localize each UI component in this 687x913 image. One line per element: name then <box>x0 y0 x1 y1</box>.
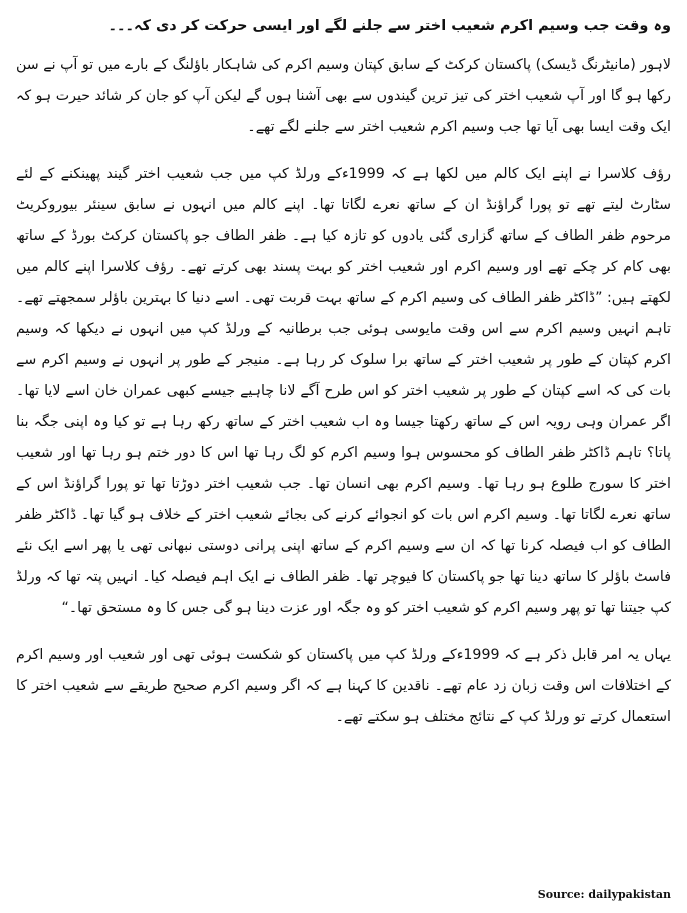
paragraph-intro: لاہور (مانیٹرنگ ڈیسک) پاکستان کرکٹ کے سابق کپتان وسیم اکرم کی شاہکار باﺅلنگ کے بارے میں تو آپ نے سن رکھا ہو گا اور آپ شعیب اختر کی تیز ترین گیندوں سے بھی آشنا ہوں گے لیکن آپ کو جان کر شائد حیرت ہو کہ ایک وقت ایسا بھی آیا تھا جب وسیم اکرم شعیب اختر سے جلنے لگے تھے۔ <box>16 57 671 135</box>
paragraph-column-quote: رﺅف کلاسرا نے اپنے ایک کالم میں لکھا ہے کہ 1999ءکے ورلڈ کپ میں جب شعیب اختر گیند پھینکنے کے لئے سٹارٹ لیتے تھے تو پورا گراﺅنڈ ان کے ساتھ نعرے لگاتا تھا۔ اپنے کالم میں انہوں نے سابق سینئر بیوروکریٹ مرحوم ظفر الطاف کے ساتھ گزاری گئی یادوں کو تازہ کیا ہے۔ ظفر الطاف جو پاکستان کرکٹ بورڈ کے ساتھ بھی کام کر چکے تھے اور وسیم اکرم اور شعیب اختر کو بہت پسند بھی کرتے تھے۔ رﺅف کلاسرا اپنے کالم میں لکھتے ہیں: ”ڈاکٹر ظفر الطاف کی وسیم اکرم کے ساتھ بہت قربت تھی۔ اسے دنیا کا بہترین باﺅلر سمجھتے تھے۔ تاہم انہیں وسیم اکرم سے اس وقت مایوسی ہوئی جب برطانیہ کے ورلڈ کپ میں انہوں نے دیکھا کہ وسیم اکرم کپتان کے طور پر شعیب اختر کے ساتھ برا سلوک کر رہا ہے۔ منیجر کے طور پر انہوں نے وسیم اکرم سے بات کی کہ اسے کپتان کے طور پر شعیب اختر کو اس طرح آگے لانا چاہیے جیسے کبھی عمران خان اسے لایا تھا۔ اگر عمران وہی رویہ اس کے ساتھ رکھتا جیسا وہ اب شعیب اختر کے ساتھ رکھ رہا ہے تو کیا وہ اپنی جگہ بنا پاتا؟ تاہم ڈاکٹر ظفر الطاف کو محسوس ہوا وسیم اکرم کو لگ رہا تھا اس کا دور ختم ہو رہا تھا اور شعیب اختر کا سورج طلوع ہو رہا تھا۔ وسیم اکرم بھی انسان تھا۔ جب شعیب اختر دوڑتا تھا تو پورا گراﺅنڈ اس کے ساتھ نعرے لگاتا تھا۔ وسیم اکرم اس بات کو انجوائے کرنے کی بجائے شعیب اختر کے خلاف ہو گیا تھا۔ ڈاکٹر ظفر الطاف کو اب فیصلہ کرنا تھا کہ ان سے وسیم اکرم کے ساتھ اپنی پرانی دوستی نبھانی تھی یا پھر اسے ایک نئے فاسٹ باﺅلر کا ساتھ دینا تھا جو پاکستان کا فیوچر تھا۔ ظفر الطاف نے ایک اہم فیصلہ کیا۔ انہیں پتہ تھا کہ ورلڈ کپ جیتنا تھا تو پھر وسیم اکرم کو شعیب اختر کو وہ جگہ اور عزت دینا ہو گی جس کا وہ مستحق تھا۔“ <box>16 166 671 616</box>
source-credit: Source: dailypakistan <box>537 888 671 901</box>
paragraph-conclusion: یہاں یہ امر قابل ذکر ہے کہ 1999ءکے ورلڈ کپ میں پاکستان کو شکست ہوئی تھی اور شعیب اور وسیم اکرم کے اختلافات اس وقت زبان زد عام تھے۔ ناقدین کا کہنا ہے کہ اگر وسیم اکرم صحیح طریقے سے شعیب اختر کا استعمال کرتے تو ورلڈ کپ کے نتائج مختلف ہو سکتے تھے۔ <box>16 647 671 725</box>
article-headline: وہ وقت جب وسیم اکرم شعیب اختر سے جلنے لگے اور ایسی حرکت کر دی کہ۔۔۔ <box>108 18 671 34</box>
